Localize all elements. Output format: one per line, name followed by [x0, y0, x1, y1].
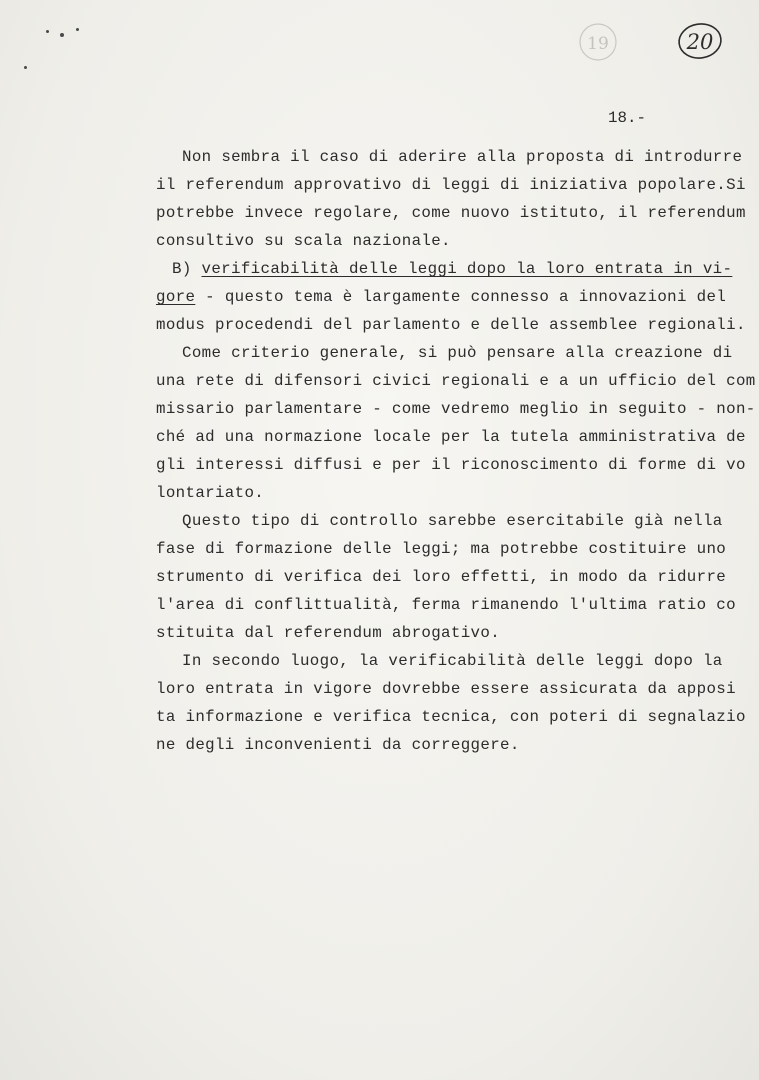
paragraph-5-line-2: loro entrata in vigore dovrebbe essere assicurata da apposi	[156, 680, 736, 698]
paragraph-1-line-2: il referendum approvativo di leggi di iniziativa popolare.Si	[156, 176, 746, 194]
ink-speck	[76, 28, 79, 31]
paragraph-1-line-1: Non sembra il caso di aderire alla proposta di introdurre	[182, 148, 743, 166]
section-text: - questo tema è largamente connesso a innovazioni del	[205, 288, 727, 306]
paragraph-5-line-4: ne degli inconvenienti da correggere.	[156, 736, 520, 754]
paragraph-4-line-5: stituita dal referendum abrogativo.	[156, 624, 501, 642]
section-label: B)	[172, 260, 192, 278]
paragraph-4-line-1: Questo tipo di controllo sarebbe esercitabile già nella	[182, 512, 723, 530]
paragraph-3-line-4: ché ad una normazione locale per la tutela amministrativa de	[156, 428, 746, 446]
paragraph-2-line-3: modus procedendi del parlamento e delle assemblee regionali.	[156, 316, 746, 334]
paragraph-4-line-4: l'area di conflittualità, ferma rimanendo l'ultima ratio co	[156, 596, 736, 614]
ink-speck	[60, 33, 64, 37]
paragraph-2-line-1	[172, 259, 732, 279]
paragraph-1-line-3: potrebbe invece regolare, come nuovo istituto, il referendum	[156, 204, 746, 222]
section-heading-part-1: verificabilità delle leggi dopo la loro entrata in vi-	[201, 260, 733, 278]
paragraph-3-line-6: lontariato.	[156, 484, 265, 502]
faint-number-text: 19	[587, 34, 609, 54]
paragraph-5-line-3: ta informazione e verifica tecnica, con poteri di segnalazio	[156, 708, 746, 726]
paragraph-3-line-1: Come criterio generale, si può pensare alla creazione di	[182, 344, 733, 362]
paragraph-4-line-2: fase di formazione delle leggi; ma potrebbe costituire uno	[156, 540, 727, 558]
paragraph-1-line-4: consultivo su scala nazionale.	[156, 232, 451, 250]
paragraph-2-line-2	[156, 287, 726, 307]
faint-archive-number-stamp	[576, 20, 620, 64]
paragraph-3-line-2: una rete di difensori civici regionali e a un ufficio del com	[156, 372, 756, 390]
circled-archive-number-stamp	[672, 18, 728, 64]
section-heading-part-2: gore	[156, 288, 196, 306]
paragraph-3-line-3: missario parlamentare - come vedremo meglio in seguito - non-	[156, 400, 756, 418]
ink-speck	[46, 30, 49, 33]
paragraph-4-line-3: strumento di verifica dei loro effetti, in modo da ridurre	[156, 568, 727, 586]
paragraph-3-line-5: gli interessi diffusi e per il riconoscimento di forme di vo	[156, 456, 746, 474]
ink-speck	[24, 66, 27, 69]
page-number: 18.-	[608, 109, 646, 127]
circled-number-text: 20	[686, 30, 714, 54]
paragraph-5-line-1: In secondo luogo, la verificabilità delle leggi dopo la	[182, 652, 723, 670]
